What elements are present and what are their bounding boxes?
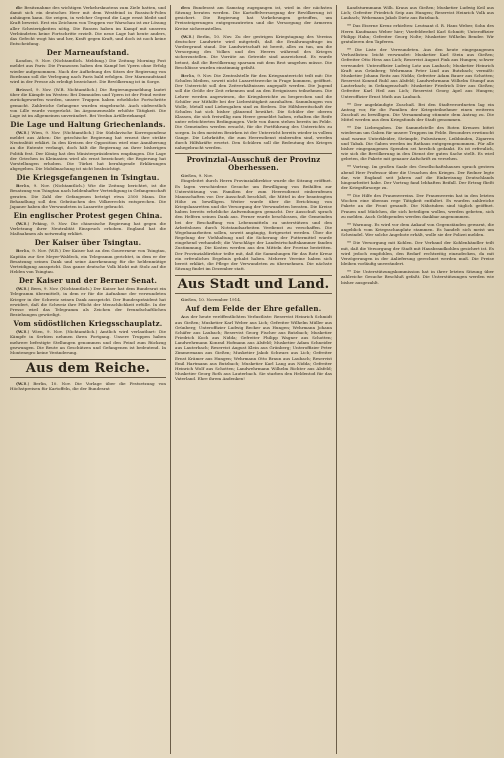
article-paragraph: London, 9. Nov. (Nichtamtlich. Meldung.) Die Zeitung Morning Post meldet aus Paris: Die Franzosen haben den Kampf bei Ypern ohne Erfolg wieder aufgenommen. Nach der Aufhebung des Sitzes der Regierung von Bordeaux soll die Verlegung nach Paris bald erfolgen. Der Marneaufstand wird in der Presse als erledigt bezeichnet. Die Bevölkerung ist in Sorge. <box>10 58 166 84</box>
article-paragraph: Gießen, 10. November 1914. <box>181 297 242 303</box>
article-block <box>10 87 166 118</box>
article-block <box>10 121 166 171</box>
column-1 <box>6 5 170 754</box>
column-2 <box>170 5 336 754</box>
article-heading: Die Lage und Haltung Griechenlands. <box>10 119 166 129</box>
columns <box>6 5 498 754</box>
article-block <box>10 5 166 46</box>
article-paragraph: die Besitznahme des wichtigen Verkehrsknotens zum Ziele hatten, und damit sich ein deutsches Heer mit dem Westfeind in Russisch-Polen anhängen kann. Sie zeigen, in welcher Gegend die Lage ernst bleibt und Kraft beweist. Erst ein Zeichnen von Truppen vor Warschau ist zur Lösung aller Schwierigkeiten nötig. Die Russen haben im Kampf mit unseren Verbündeten keine Fortschritte erzielt. Die neue Lage hat heute anders, das Gefecht wogt hin und her, Kraft gegen Kraft, und doch ist noch keine Entscheidung. <box>10 5 166 47</box>
article-block <box>341 5 494 20</box>
article-block <box>10 277 166 317</box>
article-heading: Aus dem Reiche. <box>10 359 166 378</box>
article-paragraph: Brüssel, 9. Nov. (W.B. Nichtamtlich.) Die Regierungsmeldung lautet über die Kämpfe im Westen: Bei Dixmuiden und Ypern ist der Feind weiter zurückgeworfen worden, unsere Truppen haben erhebliche Fortschritte gemacht. Zahlreiche Gefangene wurden eingebracht. Auch südwestlich von Lille wurde vorgerückt. Im Argonnenwalde erhöhte Tätigkeit. Die Lage ist im allgemeinen unverändert. Bei Verdun Artilleriekampf. <box>10 87 166 118</box>
article-block <box>10 320 166 355</box>
article-paragraph: (W.B.) Peking, 9. Nov. Die chinesische Regierung hat gegen die Verletzung ihrer Neutralität Einspruch erhoben. England hat die Maßnahmen als notwendig erklärt. <box>10 221 166 237</box>
article-block <box>341 222 494 237</box>
article-block <box>341 102 494 123</box>
article-block <box>10 212 166 236</box>
article-block <box>10 174 166 209</box>
article-block <box>10 49 166 84</box>
article-heading: Provinzial-Ausschuß der Provinz Oberhessen. <box>175 153 332 172</box>
article-block <box>175 5 332 31</box>
article-paragraph: ** Der angekündigte Zuschuß. Bei den Stadtverordneten lag ein Antrag vor, für die Familien der Kriegsteilnehmer einen weiteren Zuschuß zu bewilligen. Die Versammlung stimmte dem Antrag zu. Die Mittel werden aus dem Kriegsfonds der Stadt genommen. <box>341 101 494 123</box>
article-paragraph: ** Die Liste der Verwundeten. Aus den heute eingegangenen Verlustlisten: leicht verwundet: Musketier Karl Stein aus Gießen; Gefreiter Otto Hess aus Lich; Reservist August Fink aus Hungen; schwer verwundet: Unteroffizier Ludwig Lotz aus Laubach; Musketier Heinrich Kraft aus Grünberg; Wehrmann Peter Lind aus Butzbach; vermißt: Musketier Johann Reitz aus Nidda; Gefreiter Adam Bauer aus Schotten; Reservist Konrad Ruhl aus Alsfeld; Landwehrmann Wilhelm Stumpf aus Lauterbach; in Gefangenschaft: Musketier Friedrich Dörr aus Gießen; Gefreiter Karl Heil aus Lich; Reservist Georg Apel aus Hungen; Unteroffizier Ernst Muth aus Laubach. <box>341 47 494 99</box>
article-block <box>341 240 494 266</box>
article-paragraph: (W.B.) Wien, 9. Nov. (Nichtamtlich.) Die Südslavische Korrespondenz meldet aus Athen: Die griechische Regierung hat erneut ihre strikte Neutralität erklärt. In den Kreisen der Opposition wird eine Annäherung an die Entente verlangt, doch hält die Regierung an ihrer bisherigen Politik fest. Der König hat den Ministerpräsidenten empfangen. Die Lage der Griechen in Kleinasien wird als ernst bezeichnet; die Regierung hat Vorstellungen erhoben. Die Türkei hat beruhigende Erklärungen abgegeben. Die Mobilmachung ist nicht beabsichtigt. <box>10 129 166 172</box>
article-heading: Vom südöstlichen Kriegsschauplatz. <box>13 319 163 329</box>
article-paragraph: Aus der heute veröffentlichten Verlustliste: Reservist Heinrich Schmidt aus Gießen; Musketier Karl Weber aus Lich; Gefreiter Wilhelm Müller aus Grünberg; Unteroffizier Ludwig Becker aus Hungen; Wehrmann Johann Schäfer aus Laubach; Reservist Georg Fischer aus Butzbach; Musketier Friedrich Koch aus Nidda; Gefreiter Philipp Wagner aus Schotten; Landwehrmann Konrad Hofmann aus Alsfeld; Musketier Adam Schneider aus Lauterbach; Reservist August Klein aus Grünberg; Unteroffizier Peter Zimmermann aus Gießen; Musketier Jakob Schwarz aus Lich; Gefreiter Ernst Krämer aus Hungen; Wehrmann Otto Braun aus Laubach; Reservist Emil Hartmann aus Butzbach; Musketier Karl Lang aus Nidda; Gefreiter Heinrich Wolf aus Schotten; Landwehrmann Wilhelm Richter aus Alsfeld; Musketier Georg Roth aus Lauterbach. Sie starben den Heldentod für das Vaterland. Ehre ihrem Andenken! <box>175 314 332 382</box>
article-paragraph: ** Die Hilfe des Frauenvereins. Der Frauenverein hat in den letzten Wochen eine überaus rege Tätigkeit entfaltet. Es wurden zahlreiche Pakete an die Front gesandt. Die Nähstuben sind täglich geöffnet. Frauen und Mädchen, die sich beteiligen wollen, werden gebeten, sich zu melden. Auch Geldspenden werden dankbar angenommen. <box>341 193 494 219</box>
article-heading: Ein englischer Protest gegen China. <box>13 211 163 220</box>
article-block <box>175 73 332 150</box>
article-block <box>10 359 166 391</box>
article-paragraph: ** Vortrag. Im großen Saale des Gesellschaftshauses sprach gestern abend Herr Professor über die Ursachen des Krieges. Der Redner legte dar, wie England seit Jahren auf die Einkreisung Deutschlands hingearbeitet habe. Der Vortrag fand lebhaften Beifall. Der Ertrag fließt der Kriegsfürsorge zu. <box>341 164 494 190</box>
article-block <box>175 34 332 70</box>
article-block <box>341 47 494 99</box>
article-paragraph: (W.B.) Wien, 9. Nov. (Nichtamtlich.) Amtlich wird verlautbart: Die Kämpfe in Serbien nehmen ihren Fortgang. Unsere Truppen haben mehrere befestigte Stellungen genommen und den Feind zum Rückzug gezwungen. Die Beute an Geschützen und Gefangenen ist bedeutend. In Montenegro keine Veränderung. <box>10 329 166 355</box>
article-heading: Der Marneaufstand. <box>46 48 130 58</box>
article-heading: Aus Stadt und Land. <box>175 275 332 294</box>
article-block <box>341 125 494 161</box>
article-heading: Der Kaiser und der Berner Senat. <box>18 276 158 286</box>
article-block <box>341 164 494 190</box>
article-block <box>10 239 166 274</box>
column-3 <box>336 5 498 754</box>
article-block <box>175 153 332 271</box>
article-paragraph: (W.B.) Berlin, 10. Nov. Zu der gestrigen Kriegstagung des Vereins deutscher Landwirte wird mitgeteilt, daß die Ernährungsfrage im Vordergrund stand. Die Landwirtschaft ist bereit, alles zu tun, um die Versorgung des Volkes und des Heeres während des Krieges sicherzustellen. Die Vorräte an Getreide sind ausreichend. Es wurde betont, daß die Bevölkerung sparsam mit dem Brot umgehen müsse. Die Beschlüsse wurden einstimmig gefaßt. <box>175 33 332 70</box>
article-heading: Der Kaiser über Tsingtau. <box>34 238 142 248</box>
article-block <box>341 23 494 44</box>
article-paragraph: ** Die Versorgung mit Kohlen. Der Verband der Kohlenhändler teilt mit, daß die Versorgung der Stadt mit Hausbrandkohlen gesichert ist. Es wird jedoch empfohlen, den Bedarf rechtzeitig einzudecken, da mit Verzögerungen in der Anlieferung gerechnet werden muß. Die Preise bleiben vorläufig unverändert. <box>341 240 494 267</box>
article-paragraph: (W.B.) Bern, 9. Nov. (Nichtamtlich.) Der Kaiser hat dem Bundesrat ein Telegramm übermittelt, in dem er für die Aufnahme der verwundeten Krieger in der Schweiz seinen Dank ausspricht. Der Bundespräsident hat erwidert, daß die Schweiz ihre Pflicht der Menschlichkeit erfülle. In der Presse wird das Telegramm als Zeichen der freundschaftlichen Beziehungen gewürdigt. <box>10 286 166 318</box>
article-paragraph: Berlin, 9. Nov. (W.B.) Der Kaiser hat an den Gouverneur von Tsingtau, Kapitän zur See Meyer-Waldeck, ein Telegramm gerichtet, in dem er der Besatzung seinen Dank und seine Anerkennung für die heldenmütige Verteidigung ausspricht. Das ganze deutsche Volk blickt mit Stolz auf die Helden von Tsingtau. <box>10 248 166 275</box>
article-paragraph: ** Das Eiserne Kreuz erhielten: Leutnant d. R. Hans Weber, Sohn des Herrn Kaufmann Weber hier; Vizefeldwebel Karl Schmitt; Unteroffizier Philipp Hahn; Gefreiter Georg Nolte; Musketier Wilhelm Bender. Wir gratulieren den Tapferen. <box>341 23 494 44</box>
article-paragraph: ** Die Liebesgaben. Die Sammelstelle des Roten Kreuzes bittet wiederum um Gaben für unsere Truppen im Felde. Besonders erwünscht sind warme Unterkleider, Strümpfe, Pulswärmer, Leibbinden, Zigarren und Tabak. Die Gaben werden im Rathaus entgegengenommen. Für alle bisher eingegangenen Spenden sei herzlich gedankt. Es ist erfreulich, wie sich die Bevölkerung in den Dienst der guten Sache stellt. Es wird gebeten, die Pakete mit genauer Aufschrift zu versehen. <box>341 125 494 162</box>
article-heading: Die Kriegsgefangenen in Tsingtau. <box>16 173 160 183</box>
article-block <box>341 269 494 284</box>
article-block <box>341 193 494 219</box>
article-paragraph: Gießen, 9. Nov. <box>181 173 214 179</box>
article-paragraph: dem Bundesrat am Samstag zugegangen ist, wird in der nächsten Sitzung beraten werden. Die Kartoffelversorgung der Bevölkerung ist gesichert. Die Regierung hat Vorkehrungen getroffen, um Preissteigerungen entgegenzutreten und die Versorgung der ärmeren Kreise sicherzustellen. <box>175 5 332 31</box>
article-block <box>175 275 332 302</box>
article-paragraph: ** Warnung. Es wird vor dem Ankauf von Gegenständen gewarnt, die angeblich vom Kriegsschauplatz stammen. Es handelt sich meist um Schwindel. Wer solche Angebote erhält, wolle sie der Polizei melden. <box>341 221 494 238</box>
article-paragraph: ** Die Unterstützungskommission hat in ihrer letzten Sitzung über zahlreiche Gesuche Beschluß gefaßt. Die Unterstützungen werden wie bisher ausgezahlt. <box>341 269 494 285</box>
article-paragraph: Landsturmmann Wilh. Kraus aus Gießen; Musketier Ludwig Keil aus Lich; Gefreiter Friedrich Seip aus Hungen; Reservist Heinrich Volk aus Laubach; Wehrmann Jakob Dietz aus Butzbach. <box>341 5 494 21</box>
article-paragraph: Berlin, 9. Nov. Die Zentralstelle für den Kriegsunterricht teilt mit: Die Schulen bleiben, soweit nicht Lazarettzwecke in Frage kommen, geöffnet. Der Unterricht soll den Zeitverhältnissen angepaßt werden. Die Jugend soll die Größe der Zeit erkennen und an den Ereignissen teilnehmen. Die Lehrer werden angewiesen, die Kriegsberichte zu besprechen und die Schüler zur Mithilfe bei der Liebestätigkeit anzuhalten. Sammlungen von Wolle, Metall und Liebesgaben sind zu fördern. Die Hilfsbereitschaft der Schulen hat sich bisher glänzend bewährt. Die Schüler der oberen Klassen, die sich freiwillig zum Heere gemeldet haben, erhalten die Reife unter erleichterten Bedingungen. Viele von ihnen stehen bereits im Felde. Die Gemeinden werden ersucht, für die Fortführung des Unterrichts zu sorgen. In den meisten Bezirken ist der Unterricht bereits wieder in vollem Gange. Die Lehrkräfte, die zum Heeresdienst einberufen sind, werden durch Hilfskräfte ersetzt. Den Schülern soll die Bedeutung des Krieges nahegebracht werden. <box>175 72 332 151</box>
article-paragraph: Berlin, 9. Nov. (Nichtamtlich.) Wie die Zeitung berichtet, ist die Besatzung von Tsingtau nach heldenhafter Verteidigung in Gefangenschaft geraten. Die Zahl der Gefangenen beträgt etwa 2500 Mann. Die Behandlung soll den Gebräuchen des Völkerrechts entsprechen. Die Japaner haben die Verwundeten in Lazarette gebracht. <box>10 183 167 209</box>
article-paragraph: (W.B.) Berlin, 10. Nov. Die Vorlage über die Festsetzung von Höchstpreisen für Kartoffeln, die der Bundesrat <box>10 380 166 392</box>
article-block <box>175 305 332 381</box>
article-paragraph: Eingeleitet durch Herrn Provinzialdirektor wurde die Sitzung eröffnet. Es lagen verschiedene Gesuche um Bewilligung von Beihilfen zur Unterstützung von Familien der zum Heeresdienst einberufenen Mannschaften vor. Der Ausschuß beschloß, die Mittel in der beantragten Höhe zu bewilligen. Weiter wurde über die Errichtung von Kriegslazaretten und die Versorgung der Verwundeten beraten. Die Kreise haben bereits erhebliche Aufwendungen gemacht. Der Ausschuß sprach den Helfern seinen Dank aus. Ferner wurde beschlossen, die Gemeinden bei der Beschaffung von Lebensmitteln zu unterstützen und den Arbeitslosen durch Notstandsarbeiten Verdienst zu verschaffen. Die Wegebauarbeiten sollen, soweit angängig, fortgesetzt werden. Über die Regelung der Viehhaltung und die Sicherung der Futtermittel wurde eingehend verhandelt; die Vorschläge der Landwirtschaftskammer fanden Zustimmung. Die Kosten werden aus den Mitteln der Provinz bestritten. Der Provinzialdirektor teilte mit, daß die Sammlungen für das Rote Kreuz ein erfreuliches Ergebnis gehabt haben. Mehrere Vereine haben sich bereit erklärt, die Pflege der Verwundeten zu übernehmen. Die nächste Sitzung findet im Dezember statt. <box>175 178 332 272</box>
article-heading: Auf dem Felde der Ehre gefallen. <box>185 304 322 314</box>
